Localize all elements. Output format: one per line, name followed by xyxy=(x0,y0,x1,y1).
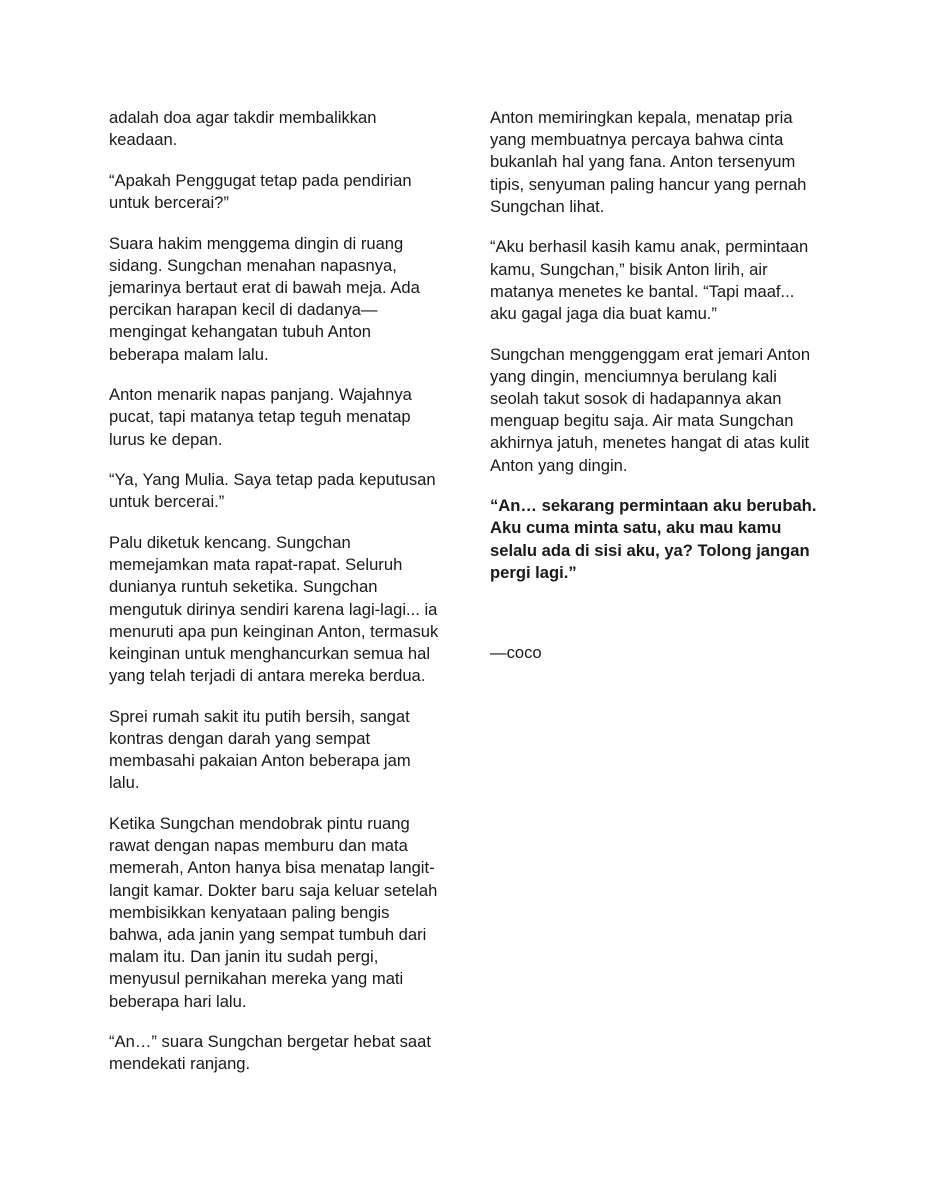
right-text-column xyxy=(490,107,820,683)
paragraph: Anton menarik napas panjang. Wajahnya pucat, tapi matanya tetap teguh menatap lurus ke depan. xyxy=(109,385,412,449)
paragraph: Ketika Sungchan mendobrak pintu ruang rawat dengan napas memburu dan mata memerah, Anton hanya bisa menatap langit-langit kamar. Dokter baru saja keluar setelah membisikkan kenyataan paling bengis bahwa, ada janin yang sempat tumbuh dari malam itu. Dan janin itu sudah pergi, menyusul pernikahan mereka yang mati beberapa hari lalu. xyxy=(109,814,438,1011)
paragraph: Sprei rumah sakit itu putih bersih, sangat kontras dengan darah yang sempat membasahi pakaian Anton beberapa jam lalu. xyxy=(109,706,411,793)
left-text-column xyxy=(109,107,439,1094)
paragraph: “An…” suara Sungchan bergetar hebat saat mendekati ranjang. xyxy=(109,1032,431,1074)
author-signature: —coco xyxy=(490,643,542,663)
paragraph: Sungchan menggenggam erat jemari Anton yang dingin, menciumnya berulang kali seolah takut sosok di hadapannya akan menguap begitu saja. Air mata Sungchan akhirnya jatuh, menetes hangat di atas kulit Anton yang dingin. xyxy=(490,344,811,475)
paragraph: “Apakah Penggugat tetap pada pendirian untuk bercerai?” xyxy=(109,170,412,212)
paragraph: Palu diketuk kencang. Sungchan memejamkan mata rapat-rapat. Seluruh dunianya runtuh seketika. Sungchan mengutuk dirinya sendiri karena lagi-lagi... ia menuruti apa pun keinginan Anton, termasuk keinginan untuk menghancurkan semua hal yang telah terjadi di antara mereka berdua. xyxy=(109,533,439,686)
paragraph: “Ya, Yang Mulia. Saya tetap pada keputusan untuk bercerai.” xyxy=(109,470,436,512)
paragraph: adalah doa agar takdir membalikkan keadaan. xyxy=(109,108,377,150)
paragraph: “Aku berhasil kasih kamu anak, permintaan kamu, Sungchan,” bisik Anton lirih, air matanya menetes ke bantal. “Tapi maaf... aku gagal jaga dia buat kamu.” xyxy=(490,237,809,324)
paragraph: Suara hakim menggema dingin di ruang sidang. Sungchan menahan napasnya, jemarinya bertaut erat di bawah meja. Ada percikan harapan kecil di dadanya—mengingat kehangatan tubuh Anton beberapa malam lalu. xyxy=(109,233,420,364)
paragraph: Anton memiringkan kepala, menatap pria yang membuatnya percaya bahwa cinta bukanlah hal yang fana. Anton tersenyum tipis, senyuman paling hancur yang pernah Sungchan lihat. xyxy=(490,108,807,216)
closing-quote: “An… sekarang permintaan aku berubah. Aku cuma minta satu, aku mau kamu selalu ada di sisi aku, ya? Tolong jangan pergi lagi.” xyxy=(490,496,817,582)
